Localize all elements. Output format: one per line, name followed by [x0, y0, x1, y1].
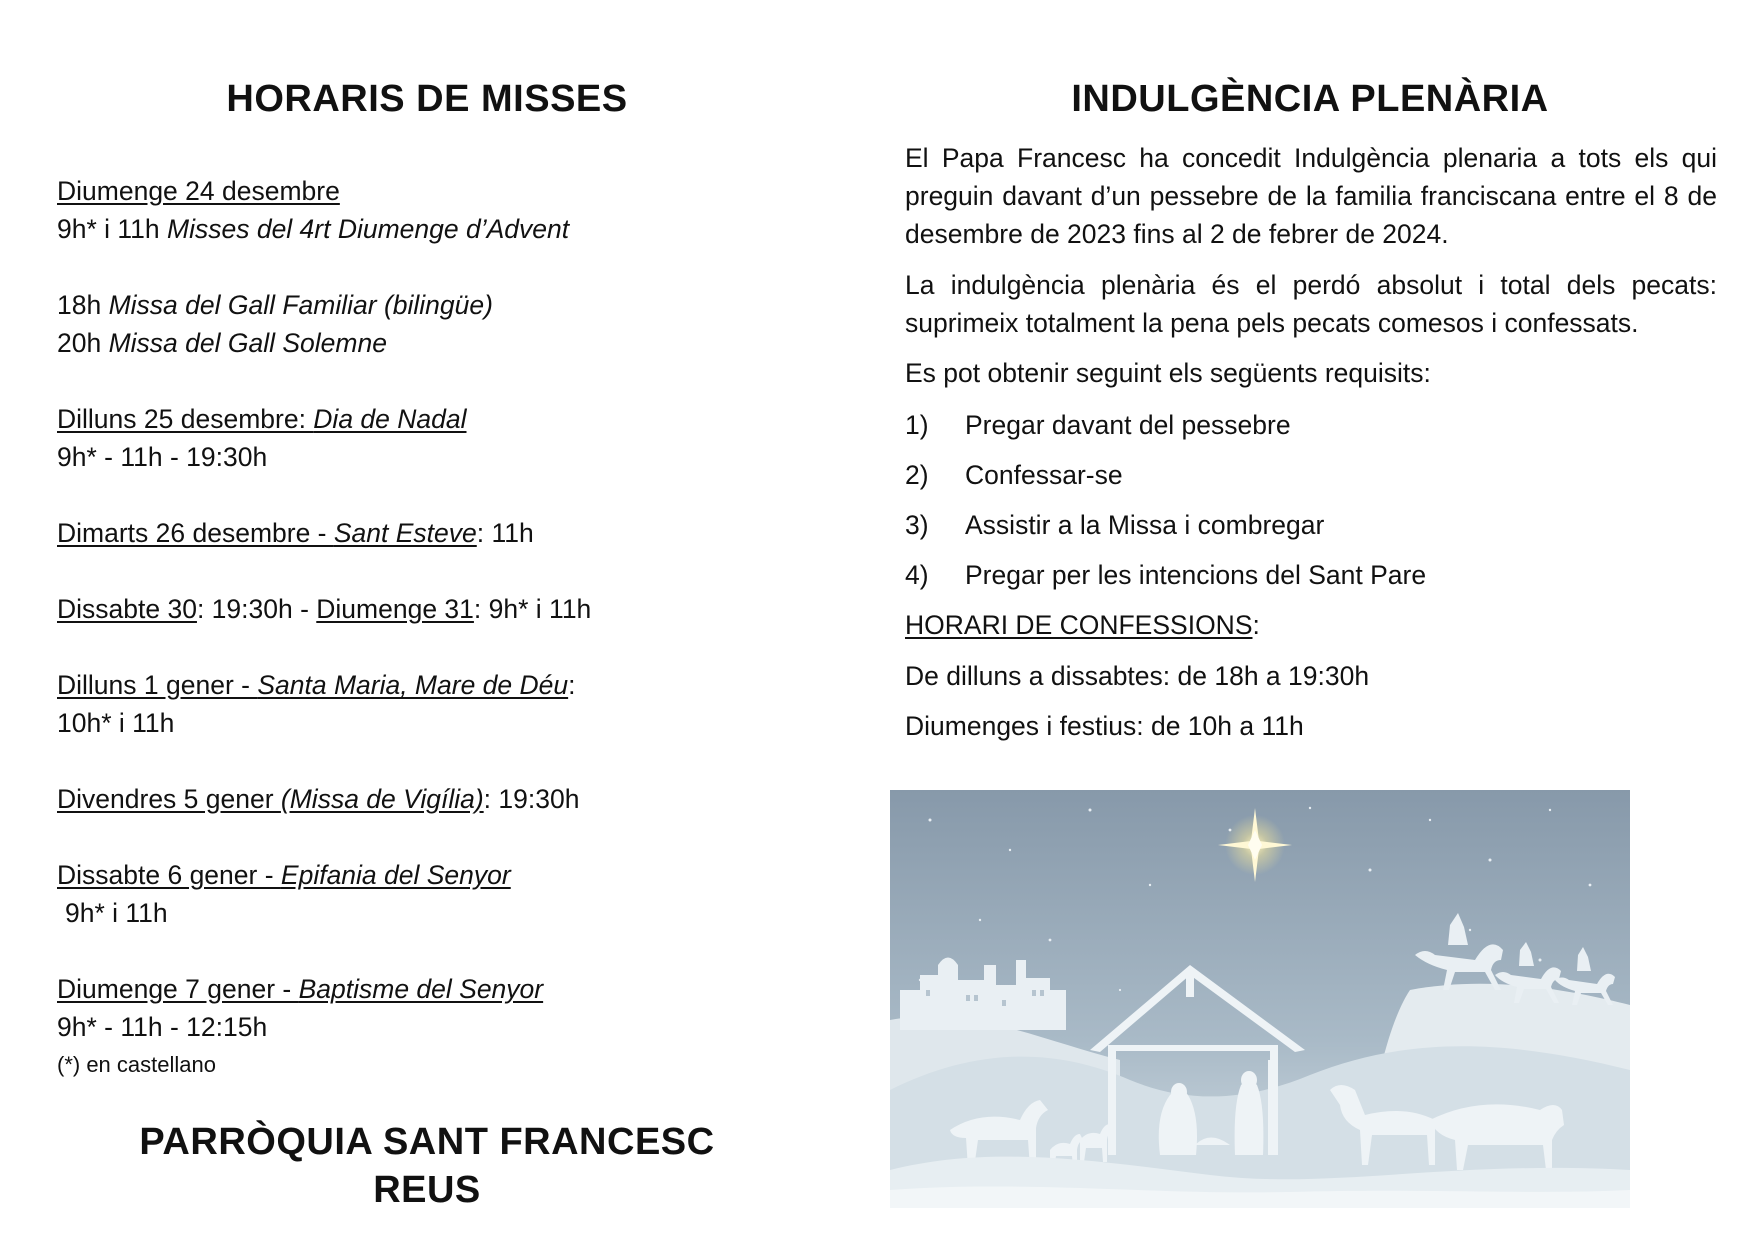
requirement-item: 1) Pregar davant del pessebre: [905, 410, 1291, 440]
schedule-line: Divendres 5 gener (Missa de Vigília): 19:30h: [57, 784, 580, 814]
requirement-item: 2) Confessar-se: [905, 460, 1123, 490]
schedule-line: 10h* i 11h: [57, 708, 175, 738]
schedule-line: 20h Missa del Gall Solemne: [57, 328, 387, 358]
schedule-line: Dissabte 6 gener - Epifania del Senyor: [57, 860, 511, 890]
indulgence-title: INDULGÈNCIA PLENÀRIA: [1071, 78, 1549, 120]
schedule-line: 18h Missa del Gall Familiar (bilingüe): [57, 290, 493, 320]
castellano-note: (*) en castellano: [57, 1052, 216, 1077]
mass-schedule-title: HORARIS DE MISSES: [226, 78, 628, 120]
confessions-weekday: De dilluns a dissabtes: de 18h a 19:30h: [905, 661, 1370, 691]
nativity-scene-illustration: [890, 790, 1630, 1208]
indulgence-paragraph: El Papa Francesc ha concedit Indulgència plenaria a tots els qui preguin davant d’un pessebre de la familia franciscana entre el 8 de desembre de 2023 fins al 2 de febrer de 2024.: [905, 143, 1717, 249]
confessions-sunday: Diumenges i festius: de 10h a 11h: [905, 711, 1304, 741]
schedule-line: Dilluns 25 desembre: Dia de Nadal: [57, 404, 467, 434]
schedule-line: Dimarts 26 desembre - Sant Esteve: 11h: [57, 518, 534, 548]
schedule-line: 9h* i 11h Misses del 4rt Diumenge d’Advent: [57, 214, 570, 244]
schedule-line: Dilluns 1 gener - Santa Maria, Mare de Déu:: [57, 670, 576, 700]
schedule-line: 9h* i 11h: [65, 898, 168, 928]
schedule-line: 9h* - 11h - 12:15h: [57, 1012, 268, 1042]
indulgence-paragraph: La indulgència plenària és el perdó absolut i total dels pecats: suprimeix totalment la pena pels pecats comesos i confessats.: [905, 270, 1717, 338]
requirement-item: 3) Assistir a la Missa i combregar: [905, 510, 1325, 540]
schedule-line: Diumenge 7 gener - Baptisme del Senyor: [57, 974, 544, 1004]
schedule-line: Dissabte 30: 19:30h - Diumenge 31: 9h* i 11h: [57, 594, 592, 624]
indulgence-paragraph: Es pot obtenir seguint els següents requisits:: [905, 358, 1431, 388]
schedule-line: Diumenge 24 desembre: [57, 176, 340, 206]
parish-name: PARRÒQUIA SANT FRANCESC REUS: [139, 1121, 715, 1211]
requirement-item: 4) Pregar per les intencions del Sant Pare: [905, 560, 1427, 590]
schedule-line: 9h* - 11h - 19:30h: [57, 442, 268, 472]
confessions-heading: HORARI DE CONFESSIONS:: [905, 610, 1260, 640]
